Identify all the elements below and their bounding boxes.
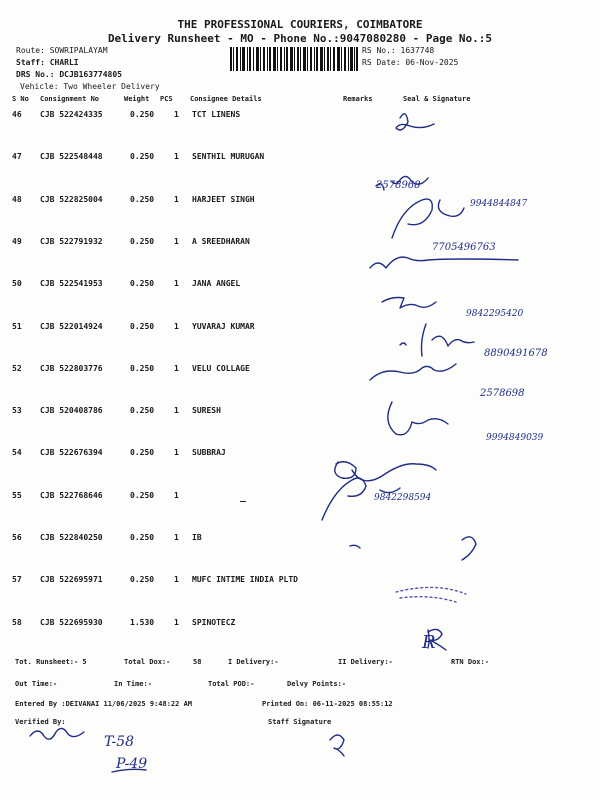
i-delivery: I Delivery:- xyxy=(228,658,279,666)
row-sno: 47 xyxy=(12,152,22,162)
row-weight: 0.250 xyxy=(130,321,155,331)
row-pcs: 1 xyxy=(174,279,179,289)
vehicle-label: Vehicle: Two Wheeler Delivery xyxy=(20,82,160,91)
row-sno: 52 xyxy=(12,363,22,373)
row-pcs: 1 xyxy=(174,194,179,204)
handwritten-number-54: 9842298594 xyxy=(374,493,432,503)
verified-signature xyxy=(30,728,84,739)
row-consignee: IB xyxy=(192,533,202,542)
row-sno: 51 xyxy=(12,321,22,331)
col-seal-signature: Seal & Signature xyxy=(403,95,471,103)
signature-52 xyxy=(370,364,456,380)
row-weight: 0.250 xyxy=(130,363,155,373)
row-weight: 0.250 xyxy=(130,110,155,119)
rs-number: RS No.: 1637748 xyxy=(362,46,435,55)
handwritten-number-48b: 9944844847 xyxy=(470,199,528,209)
ii-delivery: II Delivery:- xyxy=(338,658,393,666)
row-consignment: CJB 522840250 xyxy=(40,533,103,542)
row-weight: 0.250 xyxy=(130,575,155,585)
total-dox-label: Total Dox:- xyxy=(124,658,171,666)
row-consignee: A SREEDHARAN xyxy=(192,236,250,246)
row-consignment: CJB 522424335 xyxy=(40,110,103,119)
row-sno: 56 xyxy=(12,533,22,542)
row-sno: 53 xyxy=(12,406,22,416)
row-weight: 0.250 xyxy=(130,448,155,458)
row-consignee: JANA ANGEL xyxy=(192,279,241,289)
row-weight: 0.250 xyxy=(130,236,155,246)
row-pcs: 1 xyxy=(174,110,179,119)
signature-58 xyxy=(428,629,446,650)
staff-label: Staff: CHARLI xyxy=(16,58,79,67)
handwritten-number-49: 7705496763 xyxy=(432,242,496,253)
row-consignee: TCT LINENS xyxy=(192,110,241,119)
row-pcs: 1 xyxy=(174,152,179,162)
row-pcs: 1 xyxy=(174,448,179,458)
runsheet-title: Delivery Runsheet - MO - Phone No.:9047080280 - Page No.:5 xyxy=(107,32,493,45)
row-sno: 50 xyxy=(12,279,22,289)
tot-runsheet: Tot. Runsheet:- 5 xyxy=(15,658,87,666)
signature-50 xyxy=(382,298,436,309)
row-weight: 0.250 xyxy=(130,152,155,162)
row-consignment: CJB 522791932 xyxy=(40,236,103,246)
row-consignment: CJB 522014924 xyxy=(40,321,103,331)
handwritten-number-52: 2578698 xyxy=(480,388,525,399)
mark-56 xyxy=(350,537,476,560)
row-consignee: VELU COLLAGE xyxy=(192,363,250,373)
row-sno: 55 xyxy=(12,490,22,500)
row-pcs: 1 xyxy=(174,533,179,542)
blank-consignee-mark xyxy=(240,501,246,502)
row-sno: 46 xyxy=(12,110,22,119)
row-weight: 0.250 xyxy=(130,194,155,204)
row-consignment: CJB 522676394 xyxy=(40,448,103,458)
total-pod: Total POD:- xyxy=(208,680,255,688)
row-consignment: CJB 522548448 xyxy=(40,152,103,162)
entered-by: Entered By :DEIVANAI 11/06/2025 9:48:22 AM xyxy=(15,700,193,708)
signature-48 xyxy=(392,199,464,238)
col-pcs: PCS xyxy=(160,95,173,103)
signature-49 xyxy=(370,257,518,268)
handwritten-number-50: 9842295420 xyxy=(466,309,524,319)
row-pcs: 1 xyxy=(174,617,179,627)
row-consignment: CJB 522768646 xyxy=(40,490,103,500)
total-dox-value: 58 xyxy=(193,658,202,666)
row-pcs: 1 xyxy=(174,321,179,331)
handwritten-number-51: 8890491678 xyxy=(484,348,548,359)
row-consignment: CJB 522803776 xyxy=(40,363,103,373)
rs-date: RS Date: 06-Nov-2025 xyxy=(362,58,459,67)
signature-53 xyxy=(388,402,448,435)
row-consignee: SUBBRAJ xyxy=(192,448,226,458)
handwritten-number-48: 2578968 xyxy=(376,180,421,191)
row-consignee: SENTHIL MURUGAN xyxy=(192,152,265,162)
verified-by: Verified By: xyxy=(15,718,66,726)
row-sno: 48 xyxy=(12,194,22,204)
staff-signature-label: Staff Signature xyxy=(268,718,332,726)
row-consignee: HARJEET SINGH xyxy=(192,194,255,204)
signature-47 xyxy=(376,176,428,190)
row-sno: 58 xyxy=(12,617,22,627)
out-time: Out Time:- xyxy=(15,680,58,688)
col-weight: Weight xyxy=(124,95,150,103)
route-label: Route: SOWRIPALAYAM xyxy=(16,46,108,55)
stamp-57 xyxy=(396,587,466,602)
rtn-dox: RTN Dox:- xyxy=(451,658,489,666)
row-consignee: YUVARAJ KUMAR xyxy=(192,321,255,331)
col-consignment: Consignment No xyxy=(40,95,100,103)
row-consignee: SURESH xyxy=(192,406,221,416)
row-pcs: 1 xyxy=(174,490,179,500)
row-weight: 0.250 xyxy=(130,490,155,500)
row-weight: 0.250 xyxy=(130,279,155,289)
row-consignment: CJB 522825004 xyxy=(40,194,103,204)
row-consignee: SPINOTECZ xyxy=(192,617,236,627)
row-pcs: 1 xyxy=(174,363,179,373)
row-consignment: CJB 520408786 xyxy=(40,406,103,416)
handwritten-pending: P-49 xyxy=(116,756,148,772)
signature-54 xyxy=(335,462,436,481)
row-consignment: CJB 522695930 xyxy=(40,617,103,627)
printed-on: Printed On: 06-11-2025 08:55:12 xyxy=(262,700,393,708)
staff-signature xyxy=(330,735,344,756)
col-remarks: Remarks xyxy=(343,95,373,103)
signature-55 xyxy=(322,478,400,520)
row-sno: 57 xyxy=(12,575,22,585)
row-consignment: CJB 522541953 xyxy=(40,279,103,289)
company-title: THE PROFESSIONAL COURIERS, COIMBATORE xyxy=(177,18,423,31)
row-pcs: 1 xyxy=(174,575,179,585)
row-weight: 0.250 xyxy=(130,406,155,416)
note-strike xyxy=(112,769,146,772)
handwritten-r: R xyxy=(422,632,436,653)
delvy-points: Delvy Points:- xyxy=(287,680,347,688)
signature-51 xyxy=(400,324,474,356)
drs-number: DRS No.: DCJB163774805 xyxy=(16,70,122,79)
row-consignment: CJB 522695971 xyxy=(40,575,103,585)
row-weight: 0.250 xyxy=(130,533,155,542)
signature-46 xyxy=(396,114,434,130)
row-sno: 54 xyxy=(12,448,22,458)
handwritten-total: T-58 xyxy=(104,734,135,750)
row-sno: 49 xyxy=(12,236,22,246)
col-sno: S No xyxy=(12,95,29,103)
col-consignee: Consignee Details xyxy=(190,95,262,103)
row-consignee: MUFC INTIME INDIA PLTD xyxy=(192,575,298,585)
row-pcs: 1 xyxy=(174,406,179,416)
barcode xyxy=(230,47,358,71)
in-time: In Time:- xyxy=(114,680,152,688)
row-pcs: 1 xyxy=(174,236,179,246)
row-weight: 1.530 xyxy=(130,617,155,627)
handwritten-number-53: 9994849039 xyxy=(486,433,544,443)
